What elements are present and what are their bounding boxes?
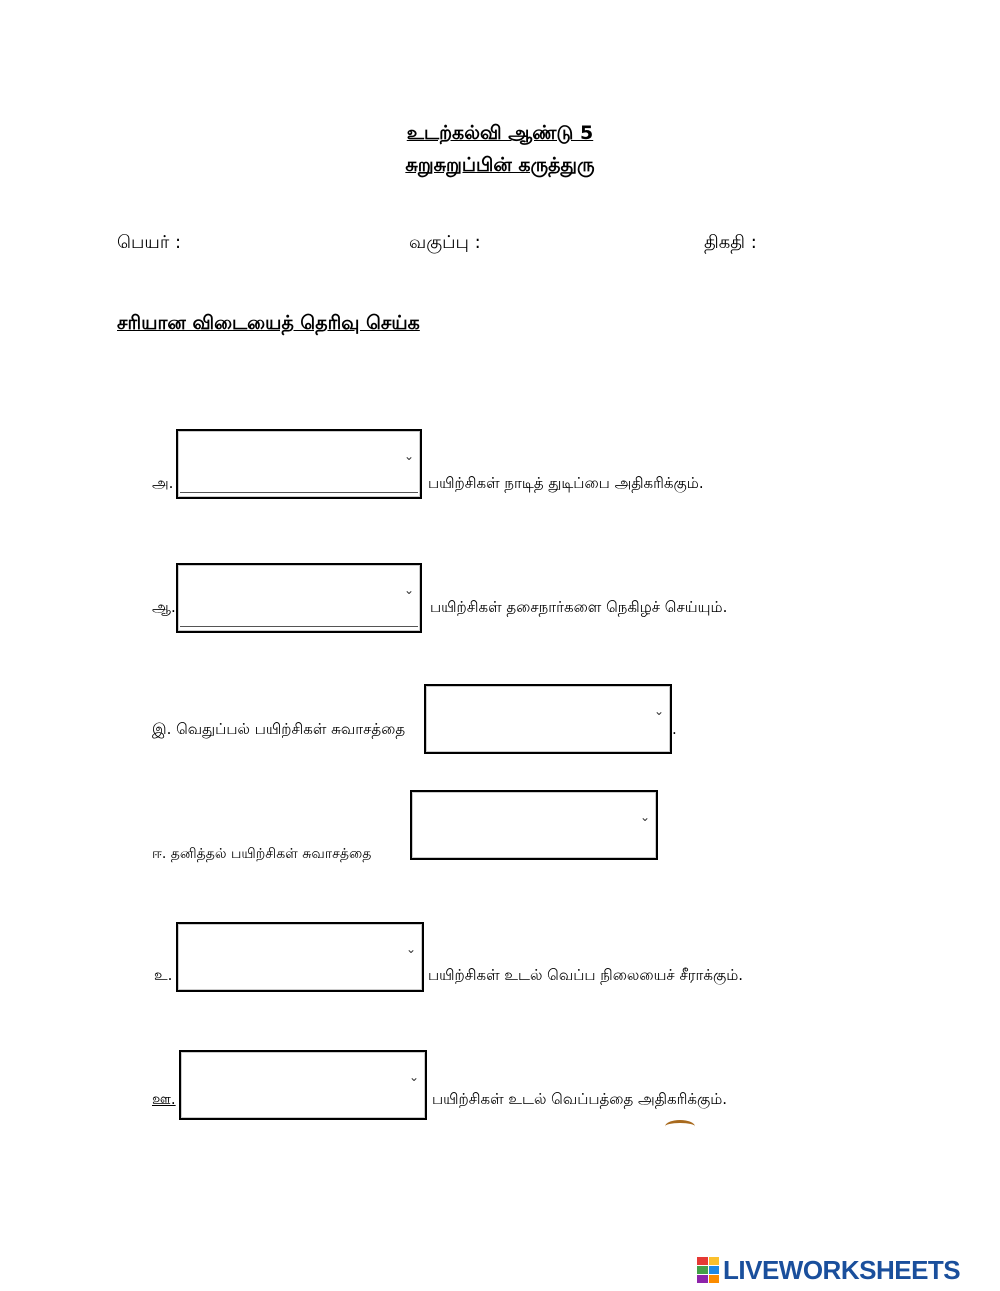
question-6-prefix: ஊ. — [152, 1090, 176, 1108]
question-2-suffix: பயிற்சிகள் தசைநார்களை நெகிழச் செய்யும். — [430, 598, 728, 616]
liveworksheets-logo — [697, 1255, 960, 1285]
instruction-heading: சரியான விடையைத் தெரிவு செய்க — [117, 312, 420, 334]
worksheet-title: உடற்கல்வி ஆண்டு 5 — [406, 122, 594, 144]
logo-wordmark: LIVEWORKSHEETS — [723, 1254, 961, 1285]
chevron-down-icon: ⌄ — [639, 810, 650, 824]
decorative-mark — [665, 1120, 695, 1133]
class-label: வகுப்பு : — [409, 232, 481, 253]
date-label: திகதி : — [704, 232, 757, 253]
chevron-down-icon: ⌄ — [408, 1070, 419, 1084]
question-6-dropdown[interactable] — [179, 1050, 427, 1120]
chevron-down-icon: ⌄ — [403, 449, 414, 463]
question-5-prefix: உ. — [154, 966, 173, 984]
question-1-suffix: பயிற்சிகள் நாடித் துடிப்பை அதிகரிக்கும். — [428, 474, 704, 492]
question-4-dropdown[interactable] — [410, 790, 658, 860]
answer-underline — [180, 492, 418, 493]
answer-underline — [180, 626, 418, 627]
chevron-down-icon: ⌄ — [403, 583, 414, 597]
name-label: பெயர் : — [117, 232, 182, 253]
question-2-dropdown[interactable] — [176, 563, 422, 633]
logo-mark-icon — [697, 1257, 719, 1283]
question-1-dropdown[interactable] — [176, 429, 422, 499]
question-3-dropdown[interactable] — [424, 684, 672, 754]
worksheet-subtitle: சுறுசுறுப்பின் கருத்துரு — [405, 154, 595, 176]
question-6-suffix: பயிற்சிகள் உடல் வெப்பத்தை அதிகரிக்கும். — [432, 1090, 728, 1108]
question-2-prefix: ஆ. — [152, 598, 176, 616]
question-1-prefix: அ. — [152, 474, 174, 492]
question-3-suffix: . — [672, 720, 677, 738]
question-5-dropdown[interactable] — [176, 922, 424, 992]
question-3-prefix: இ. வெதுப்பல் பயிற்சிகள் சுவாசத்தை — [152, 720, 406, 738]
question-4-prefix: ஈ. தனித்தல் பயிற்சிகள் சுவாசத்தை — [152, 846, 372, 862]
chevron-down-icon: ⌄ — [653, 704, 664, 718]
chevron-down-icon: ⌄ — [405, 942, 416, 956]
question-5-suffix: பயிற்சிகள் உடல் வெப்ப நிலையைச் சீராக்கும். — [428, 966, 744, 984]
